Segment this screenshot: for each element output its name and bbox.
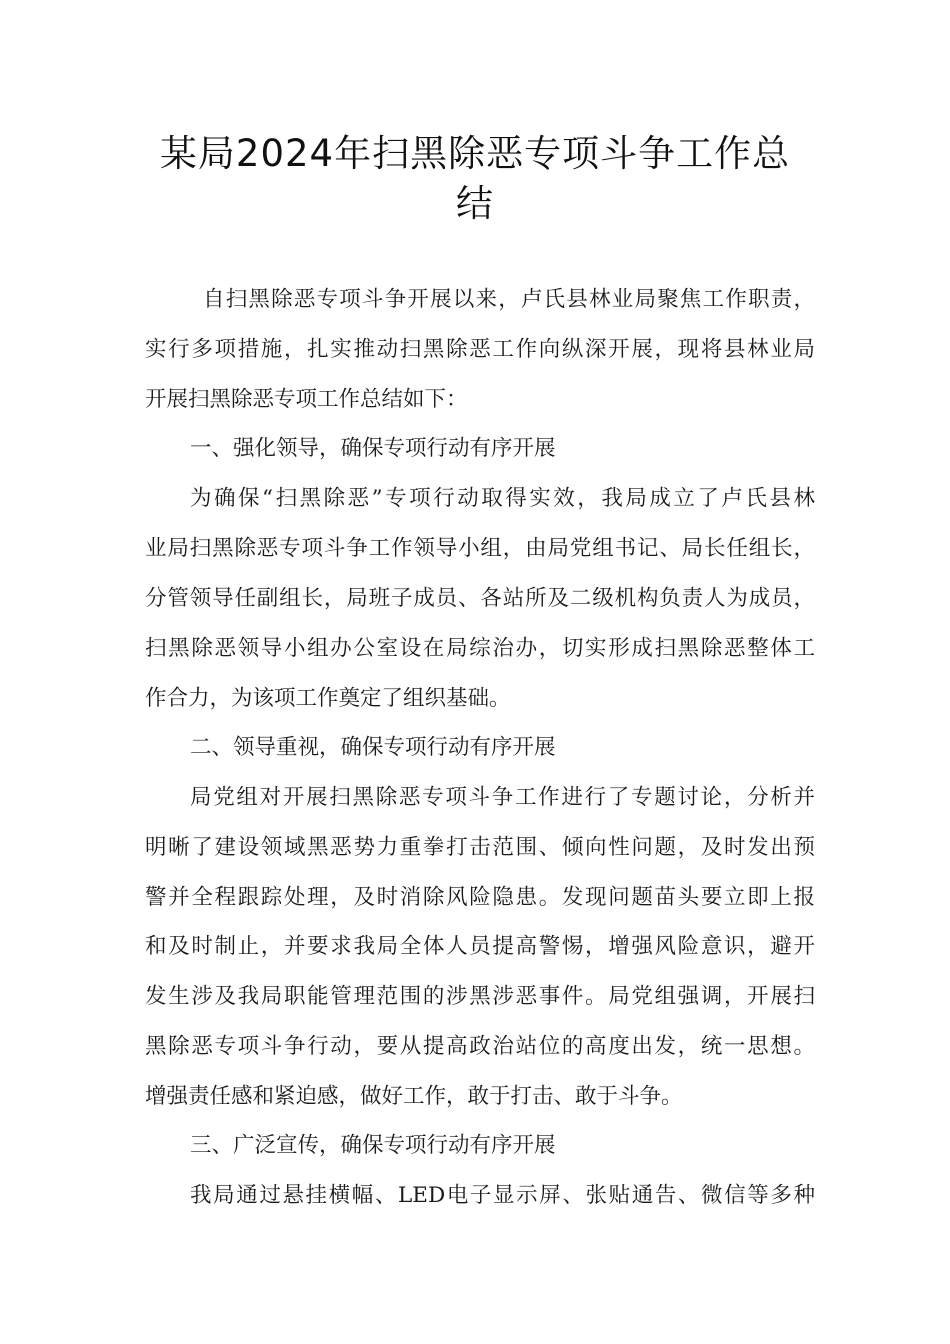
section-heading: 一、强化领导，确保专项行动有序开展	[190, 436, 556, 461]
paragraph-line: 实行多项措施，扎实推动扫黑除恶工作向纵深开展，现将县林业局	[145, 337, 815, 362]
paragraph-line: 局党组对开展扫黑除恶专项斗争工作进行了专题讨论，分析并	[190, 785, 815, 810]
paragraph-line: 作合力，为该项工作奠定了组织基础。	[145, 686, 511, 711]
section-heading: 二、领导重视，确保专项行动有序开展	[190, 735, 556, 760]
paragraph-line: 增强责任感和紧迫感，做好工作，敢于打击、敢于斗争。	[145, 1084, 683, 1109]
paragraph-line: 业局扫黑除恶专项斗争工作领导小组，由局党组书记、局长任组长，	[145, 536, 815, 561]
paragraph-line: 明晰了建设领域黑恶势力重拳打击范围、倾向性问题，及时发出预	[145, 835, 815, 860]
paragraph-line: 和及时制止，并要求我局全体人员提高警惕，增强风险意识，避开	[145, 934, 815, 959]
paragraph-line: 分管领导任副组长，局班子成员、各站所及二级机构负责人为成员，	[145, 586, 815, 611]
paragraph-line: 开展扫黑除恶专项工作总结如下：	[145, 387, 468, 412]
paragraph-line: 为确保“扫黑除恶”专项行动取得实效，我局成立了卢氏县林	[190, 486, 815, 511]
paragraph-line: 黑除恶专项斗争行动，要从提高政治站位的高度出发，统一思想。	[145, 1034, 815, 1059]
section-heading: 三、广泛宣传，确保专项行动有序开展	[190, 1133, 556, 1158]
paragraph-line: 警并全程跟踪处理，及时消除风险隐患。发现问题苗头要立即上报	[145, 885, 815, 910]
document-title-line-2: 结	[456, 182, 494, 225]
paragraph-line: 自扫黑除恶专项斗争开展以来，卢氏县林业局聚焦工作职责，	[203, 287, 815, 312]
document-title-line-1: 某局2024年扫黑除恶专项斗争工作总	[159, 132, 791, 175]
paragraph-line: 我局通过悬挂横幅、LED电子显示屏、张贴通告、微信等多种	[190, 1183, 815, 1208]
paragraph-line: 扫黑除恶领导小组办公室设在局综治办，切实形成扫黑除恶整体工	[145, 636, 815, 661]
paragraph-line: 发生涉及我局职能管理范围的涉黑涉恶事件。局党组强调，开展扫	[145, 984, 815, 1009]
